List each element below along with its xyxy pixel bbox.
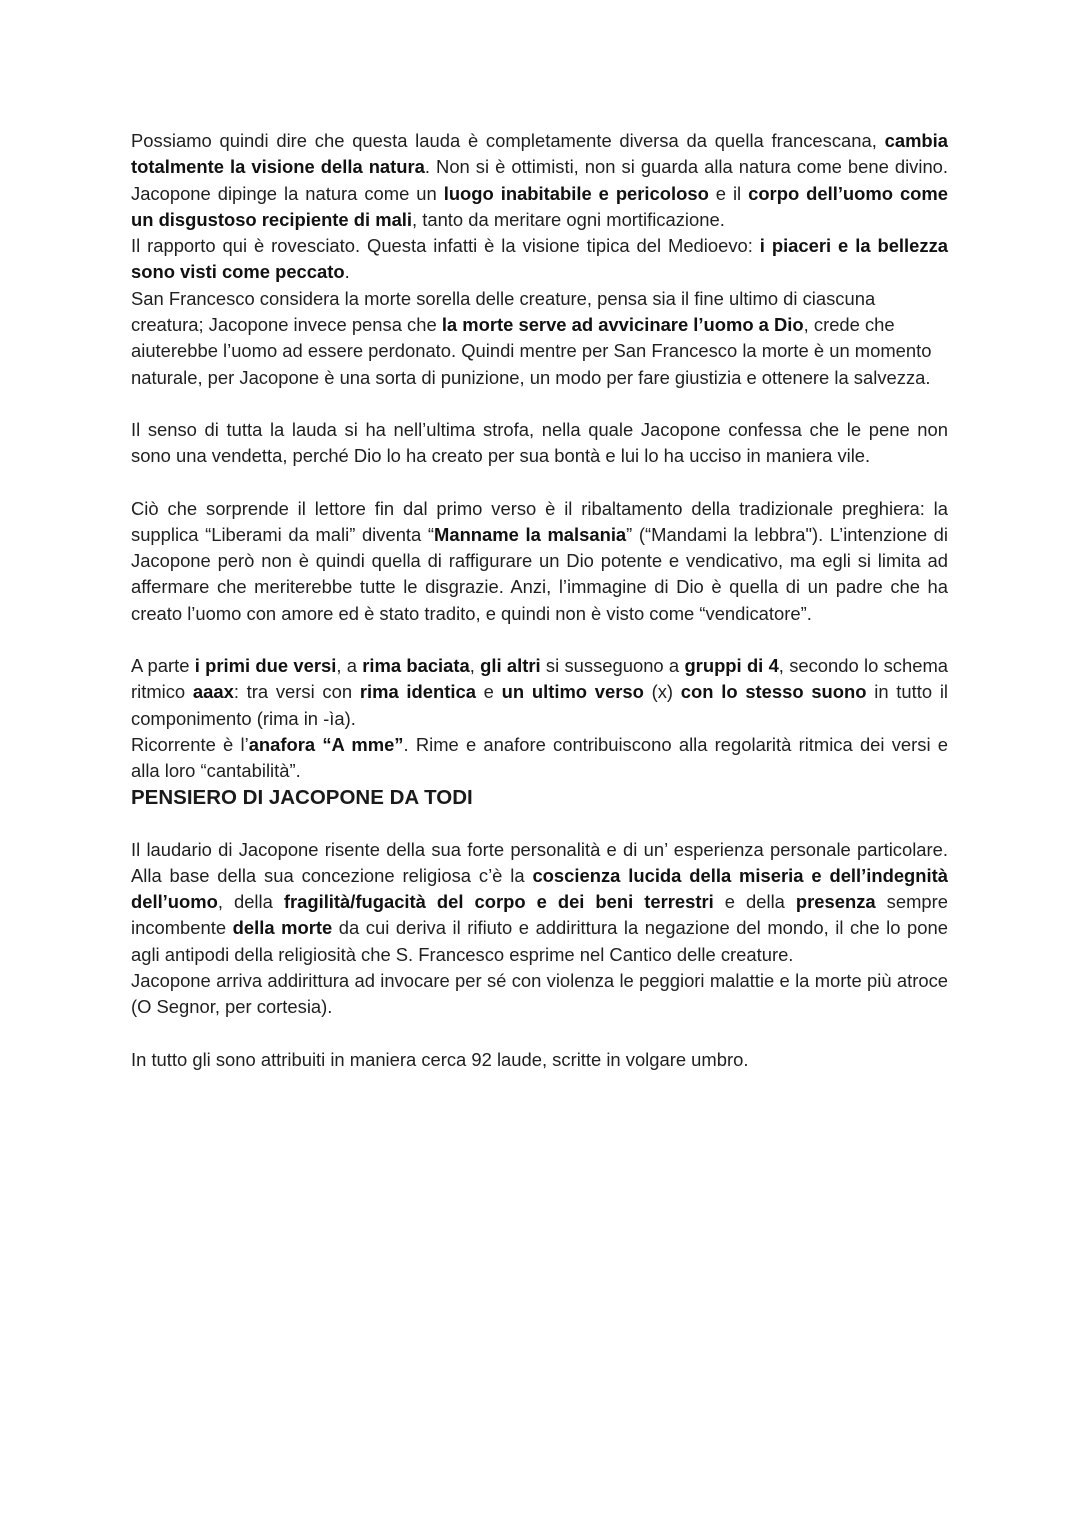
text-run: A parte	[131, 655, 195, 677]
text-run: e	[475, 681, 502, 703]
text-run: , tanto da meritare ogni mortificazione.	[412, 208, 725, 230]
text-run: Il rapporto qui è rovesciato. Questa infatti è la visione tipica del Medioevo:	[131, 235, 760, 257]
bold-run: luogo inabitabile e pericoloso	[443, 182, 709, 204]
bold-run: rima baciata	[362, 655, 470, 677]
text-run: Il senso di tutta la lauda si ha nell’ultima strofa, nella quale Jacopone confessa che le pene non sono una vendetta, perché Dio lo ha creato per sua bontà e lui lo ha ucciso in maniera vile.	[131, 418, 948, 467]
text-run: , secondo lo schema ritmico	[131, 655, 948, 703]
text-run: e il	[708, 182, 749, 204]
bold-run: un ultimo verso	[501, 681, 644, 703]
text-run: in tutto il componimento (rima in -ìa).	[131, 681, 948, 729]
paragraph-ribaltamento	[131, 496, 948, 627]
text-run: Ciò che sorprende il lettore fin dal primo verso è il ribaltamento della tradizionale preghiera: la supplica “Liberami da mali” diventa “	[131, 497, 948, 545]
text-run: : tra versi con	[233, 681, 360, 703]
text-run: (x)	[643, 681, 681, 703]
text-run: sempre incombente	[131, 891, 948, 939]
text-run: . Non si è ottimisti, non si guarda alla natura come bene divino. Jacopone dipinge la natura come un	[131, 156, 949, 204]
paragraph-senso-lauda	[131, 417, 948, 470]
bold-run: anafora “A mme”	[248, 733, 404, 755]
section-heading	[131, 785, 948, 811]
text-run: . Rime e anafore contribuiscono alla regolarità ritmica dei versi e alla loro “cantabilità”.	[131, 733, 949, 782]
text-run: Jacopone arriva addirittura ad invocare per sé con violenza le peggiori malattie e la morte più atroce (O Segnor, per cortesia).	[131, 970, 948, 1018]
text-run: , a	[336, 655, 363, 677]
bold-run: corpo dell’uomo come un disgustoso recipiente di mali	[131, 182, 948, 230]
bold-run: gruppi di 4	[684, 655, 779, 677]
bold-run: fragilità/fugacità del corpo e dei beni terrestri	[283, 891, 714, 913]
bold-run: della morte	[232, 917, 333, 939]
bold-run: la morte serve ad avvicinare l’uomo a Dio	[441, 314, 804, 336]
bold-run: coscienza lucida della miseria e dell’indegnità dell’uomo	[131, 864, 948, 913]
paragraph-laudario	[131, 837, 948, 968]
text-run: In tutto gli sono attribuiti in maniera cerca 92 laude, scritte in volgare umbro.	[131, 1048, 749, 1070]
paragraph-anafora	[131, 732, 948, 785]
bold-run: presenza	[795, 891, 876, 913]
bold-run: i piaceri e la bellezza sono visti come peccato	[131, 235, 948, 283]
paragraph-metrica	[131, 653, 948, 732]
text-run: Il laudario di Jacopone risente della sua forte personalità e di un’ esperienza personale particolare. Alla base della sua concezione religiosa c’è la	[131, 838, 948, 886]
bold-run: gli altri	[480, 655, 541, 677]
text-run: San Francesco considera la morte sorella delle creature, pensa sia il fine ultimo di ciascuna creatura; Jacopone invece pensa che	[131, 287, 876, 336]
text-run: da cui deriva il rifiuto e addirittura la negazione del mondo, il che lo pone agli antipodi della religiosità che S. Francesco esprime nel Cantico delle creature.	[131, 917, 948, 965]
bold-run: rima identica	[359, 681, 476, 703]
paragraph-san-francesco	[131, 286, 948, 391]
paragraph-rapporto	[131, 233, 948, 286]
bold-run: i primi due versi	[194, 655, 337, 677]
bold-run: Manname la malsania	[434, 523, 627, 545]
text-run: , della	[217, 891, 284, 913]
text-run: ,	[469, 655, 481, 677]
text-run: Ricorrente è l’	[131, 733, 249, 755]
bold-run: con lo stesso suono	[680, 681, 867, 703]
text-run: e della	[713, 891, 796, 913]
text-run: , crede che aiuterebbe l’uomo ad essere perdonato. Quindi mentre per San Francesco la morte è un momento naturale, per Jacopone è una sorta di punizione, un modo per fare giustizia e ottenere la salvezza.	[131, 314, 932, 388]
text-run: .	[344, 261, 350, 283]
text-run: PENSIERO DI JACOPONE DA TODI	[131, 785, 473, 809]
text-run: ” (“Mandami la lebbra"). L’intenzione di Jacopone però non è quindi quella di raffigurare un Dio potente e vendicativo, ma egli si limita ad affermare che meriterebbe tutte le disgrazie. Anzi, l’immagine di Dio è quella di un padre che ha creato l’uomo con amore ed è stato tradito, e quindi non è visto come “vendicatore”.	[131, 523, 948, 624]
paragraph-invocazione	[131, 968, 948, 1021]
document-page	[131, 128, 948, 1073]
text-run: si susseguono a	[540, 655, 685, 677]
text-run: Possiamo quindi dire che questa lauda è completamente diversa da quella francescana,	[131, 130, 885, 151]
paragraph-natura	[131, 128, 948, 233]
paragraph-attribuzione	[131, 1047, 948, 1073]
bold-run: aaax	[192, 681, 234, 703]
bold-run: cambia totalmente la visione della natura	[131, 130, 948, 178]
